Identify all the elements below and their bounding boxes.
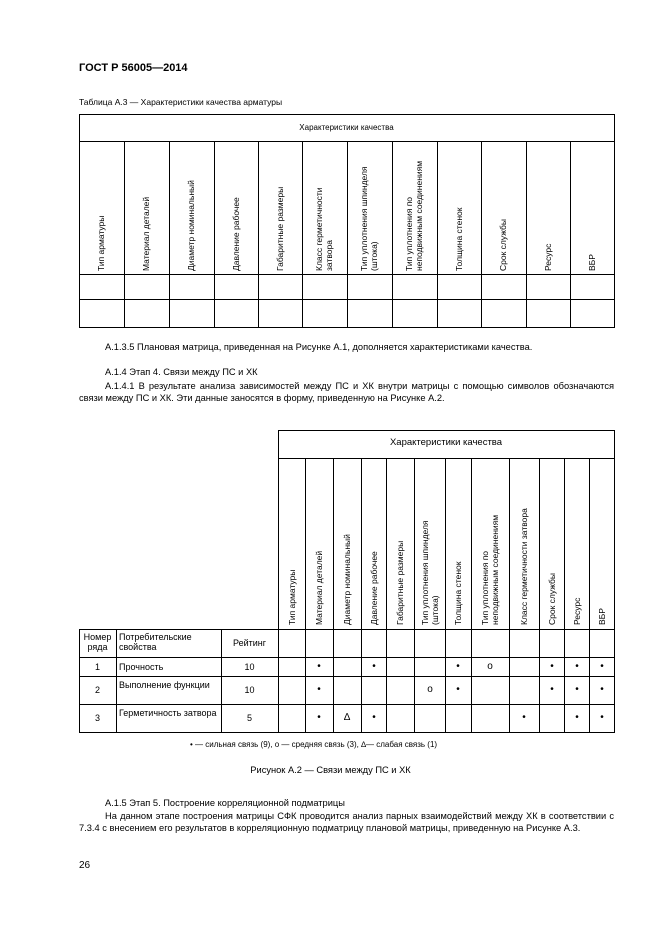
figure-a2-column-header: Тип уплотнения по неподвижным соединениям — [480, 514, 500, 625]
table-a3-column-header: Тип уплотнения по неподвижным соединениям — [404, 160, 424, 271]
table-rule — [302, 141, 303, 328]
relationship-mark: • — [600, 684, 604, 695]
row-rating: 10 — [244, 662, 255, 672]
table-rule — [526, 141, 527, 328]
figure-a2-column-header: Срок службы — [547, 573, 557, 625]
paragraph-a135: А.1.3.5 Плановая матрица, приведенная на Рисунке А.1, дополняется характеристиками качества. — [105, 342, 533, 352]
table-a3-column-header: Срок службы — [498, 219, 508, 271]
relationship-mark: • — [456, 661, 460, 672]
table-a3-column-header: Тип уплотнения шпинделя (штока) — [359, 166, 379, 271]
row-rating: 5 — [246, 713, 252, 723]
table-a3-column-header: Класс герметичности затвора — [314, 187, 334, 271]
table-rule — [258, 141, 259, 328]
relationship-mark: • — [456, 684, 460, 695]
table-rule — [509, 458, 510, 733]
table-rule — [589, 458, 590, 733]
figure-a2-column-header: Тип арматуры — [287, 569, 297, 625]
table-a3-column-header: Давление рабочее — [231, 197, 241, 271]
table-rule — [392, 141, 393, 328]
relationship-mark: • — [575, 712, 579, 723]
figure-legend: • — сильная связь (9), о — средняя связь (3), ∆— слабая связь (1) — [190, 740, 438, 749]
relationship-mark: • — [575, 684, 579, 695]
table-rule — [214, 141, 215, 328]
relationship-mark: • — [550, 661, 554, 672]
table-a3-column-header: Диаметр номинальный — [186, 180, 196, 271]
table-rule — [278, 629, 279, 733]
table-rule — [79, 676, 614, 677]
row-property: Прочность — [119, 662, 164, 672]
table-rule — [347, 141, 348, 328]
table-a3-column-header: ВБР — [587, 254, 597, 271]
table-a3-column-header: Материал деталей — [141, 196, 151, 271]
table-a3-column-header: Тип арматуры — [96, 215, 106, 271]
table-rule — [614, 114, 615, 328]
table-rule — [79, 114, 614, 115]
figure-a2-column-header: Ресурс — [572, 597, 582, 625]
relationship-mark: • — [317, 684, 321, 695]
table-a3-column-header: Ресурс — [543, 243, 553, 271]
relationship-mark: • — [372, 661, 376, 672]
row-number: 1 — [94, 662, 100, 672]
relationship-mark: • — [550, 684, 554, 695]
table-rule — [437, 141, 438, 328]
paragraph-a14: А.1.4 Этап 4. Связи между ПС и ХК — [105, 367, 258, 377]
row-property: Выполнение функции — [119, 680, 210, 690]
relationship-mark: • — [317, 712, 321, 723]
document-header: ГОСТ Р 56005—2014 — [79, 62, 188, 74]
row-property: Герметичность затвора — [119, 708, 217, 718]
row-number: 3 — [94, 713, 100, 723]
row-header-rating: Рейтинг — [232, 638, 267, 648]
table-a3-column-header: Толщина стенок — [454, 207, 464, 271]
relationship-mark: о — [427, 684, 433, 695]
relationship-mark: • — [600, 661, 604, 672]
figure-a2-column-header: Габаритные размеры — [395, 540, 405, 625]
table-rule — [79, 704, 614, 705]
relationship-mark: • — [575, 661, 579, 672]
figure-a2-column-header: Класс герметичности затвора — [519, 508, 529, 625]
figure-a2-group-header: Характеристики качества — [389, 437, 503, 448]
figure-a2-column-header: ВБР — [597, 608, 607, 625]
table-rule — [79, 114, 80, 328]
row-number: 2 — [94, 685, 100, 695]
figure-a2-column-header: Давление рабочее — [369, 551, 379, 625]
figure-a2-column-header: Тип уплотнения шпинделя (штока) — [420, 520, 440, 625]
relationship-mark: о — [487, 661, 493, 672]
table-rule — [570, 141, 571, 328]
row-header-number: Номер ряда — [83, 632, 112, 652]
table-rule — [471, 458, 472, 733]
row-rating: 10 — [244, 685, 255, 695]
table-rule — [79, 629, 614, 630]
figure-a2-column-header: Материал деталей — [314, 550, 324, 625]
table-rule — [333, 458, 334, 733]
figure-a2-column-header: Диаметр номинальный — [342, 534, 352, 625]
table-rule — [169, 141, 170, 328]
table-rule — [278, 430, 279, 629]
table-a3-column-header: Габаритные размеры — [275, 186, 285, 271]
table-rule — [278, 430, 614, 431]
page-number: 26 — [79, 860, 91, 871]
section-a15-title: А.1.5 Этап 5. Построение корреляционной подматрицы — [105, 798, 345, 808]
relationship-mark: • — [522, 712, 526, 723]
table-rule — [361, 458, 362, 733]
relationship-mark: • — [600, 712, 604, 723]
table-rule — [539, 458, 540, 733]
table-a3-group-header: Характеристики качества — [299, 123, 394, 132]
table-rule — [124, 141, 125, 328]
table-rule — [445, 458, 446, 733]
table-rule — [564, 458, 565, 733]
relationship-mark: • — [372, 712, 376, 723]
table-rule — [386, 458, 387, 733]
table-rule — [614, 430, 615, 733]
row-header-properties: Потребительские свойства — [119, 632, 192, 652]
table-rule — [79, 657, 614, 658]
table-rule — [414, 458, 415, 733]
relationship-mark: ∆ — [343, 712, 351, 723]
figure-a2-column-header: Толщина стенок — [453, 561, 463, 625]
table-a3-caption: Таблица А.3 — Характеристики качества арматуры — [79, 97, 283, 107]
table-rule — [79, 732, 614, 733]
paragraph-a141: А.1.4.1 В результате анализа зависимостей между ПС и ХК внутри матрицы с помощью символов обозначаются связи между ПС и ХК. Эти данные заносятся в форму, приведенную на Рисунке А.2. — [79, 381, 614, 403]
relationship-mark: • — [317, 661, 321, 672]
figure-a2-caption: Рисунок А.2 — Связи между ПС и ХК — [250, 765, 411, 775]
table-rule — [305, 458, 306, 733]
table-rule — [481, 141, 482, 328]
table-rule — [116, 629, 117, 733]
section-a15-text: На данном этапе построения матрицы СФК проводится анализ парных взаимодействий между ХК в соответствии с 7.3.4 с внесением его результатов в корреляционную подматрицу плановой матрицы, приведенную на Рисунке А.3. — [79, 811, 614, 833]
